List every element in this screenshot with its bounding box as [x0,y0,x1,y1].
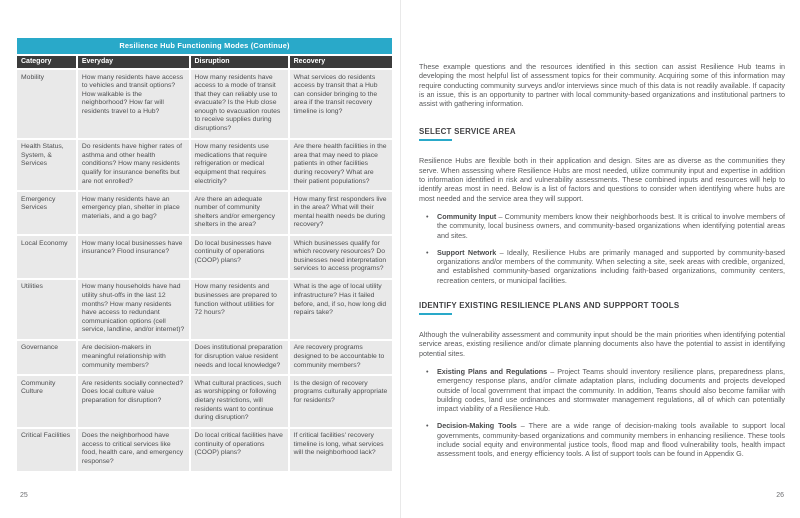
recovery-cell: How many first responders live in the area? What will their mental health needs be during recovery? [290,192,392,234]
category-cell: Health Status, System, & Services [17,140,76,190]
disruption-cell: Do local businesses have continuity of operations (COOP) plans? [191,236,288,278]
bullet-marker: • [426,247,429,257]
recovery-cell: Is the design of recovery programs culturally appropriate for residents? [290,376,392,426]
bullet-text: Existing Plans and Regulations – Project Teams should inventory resilience plans, preparedness plans, emergency response plans, and/or climate adaptation plans, including documents and projects developed outside of local government that impact the community. In addition, Teams should also become familiar with building codes, land use ordinances and stormwater management regulations, all of which can potentially impact viability of a Resilience Hub. [437,366,785,414]
bullet-item [426,421,785,458]
bullet-term: Community Input [437,211,497,221]
recovery-cell: What services do residents access by transit that a Hub can consider bringing to the area if the transit recovery timeline is long? [290,70,392,138]
disruption-cell: How many residents and businesses are prepared to function without utilities for 72 hours? [191,280,288,339]
bullet-term: Support Network [437,247,497,257]
everyday-cell: Are decision-makers in meaningful relationship with community members? [78,341,189,374]
bullet-text: Community Input – Community members know their neighborhoods best. It is critical to involve members of the community, local business owners, and community-based organizations when identifying potential areas and sites. [437,211,786,240]
recovery-cell: Are there health facilities in the area that may need to place patients in other facilities during recovery? What are their patient populations? [290,140,392,190]
heading-accent-rule [419,139,452,141]
category-cell: Mobility [17,70,76,138]
column-header-disruption: Disruption [191,56,288,69]
everyday-cell: Are residents socially connected? Does local culture value preparation for disruption? [78,376,189,426]
section-paragraph: Resilience Hubs are flexible both in their application and design. Sites are as diverse as the communities they serve. When assessing where Resilience Hubs are most needed, utilize community input and expertise in addition to information identified in risk and vulnerability assessments. These combined inputs and resources will help to identify areas most in need. Below is a list of factors and questions to consider when identifying where hubs are most needed and the service area they will support. [419,156,785,203]
page-number: 25 [20,492,28,499]
everyday-cell: Does the neighborhood have access to critical services like food, health care, and emergency response? [78,429,189,471]
category-cell: Utilities [17,280,76,339]
disruption-cell: Does institutional preparation for disruption value resident needs and local knowledge? [191,341,288,374]
bullet-item [426,212,785,240]
category-cell: Local Economy [17,236,76,278]
disruption-cell: How many residents use medications that require refrigeration or medical equipment that requires electricity? [191,140,288,190]
disruption-cell: Do local critical facilities have continuity of operations (COOP) plans? [191,429,288,471]
category-cell: Critical Facilities [17,429,76,471]
section-heading-select-service-area [419,127,785,141]
functioning-modes-table [17,38,392,471]
category-cell: Community Culture [17,376,76,426]
bullet-item [426,367,785,413]
disruption-cell: What cultural practices, such as worshipping or following dietary restrictions, will residents want to continue during disruption? [191,376,288,426]
page-right [400,0,800,518]
bullet-term: Decision-Making Tools [437,421,517,431]
everyday-cell: How many residents have access to vehicles and transit options? How walkable is the neighborhood? How far will residents travel to a Hub? [78,70,189,138]
disruption-cell: How many residents have access to a mode of transit that they can reliably use to evacuate? Is the Hub close enough to evacuation routes to receive supplies during disruptions? [191,70,288,138]
heading-text: IDENTIFY EXISTING RESILIENCE PLANS AND SUPPPORT TOOLS [419,301,680,311]
recovery-cell: Which businesses qualify for which recovery resources? Do businesses need interpretation services to access programs? [290,236,392,278]
bullet-term: Existing Plans and Regulations [437,366,548,376]
everyday-cell: How many residents have an emergency plan, shelter in place materials, and a go bag? [78,192,189,234]
table-title: Resilience Hub Functioning Modes (Continue) [17,38,392,54]
bullet-item [426,248,785,285]
category-cell: Governance [17,341,76,374]
heading-text: SELECT SERVICE AREA [419,127,516,137]
bullet-text: Decision-Making Tools – There are a wide range of decision-making tools available to support local governments, community-based organizations and community members in enhancing resilience. These tools include social equity and environmental justice tools, flood map and flood vulnerability tools, health impact assessment tools, and energy efficiency tools. A list of support tools can be found in Appendix G. [437,421,786,459]
recovery-cell: Are recovery programs designed to be accountable to community members? [290,341,392,374]
bullet-marker: • [426,421,429,431]
column-header-recovery: Recovery [290,56,392,69]
bullet-text: Support Network – Ideally, Resilience Hubs are primarily managed and supported by community-based organizations and/or members of the community. When selecting a site, seek areas with credible, organized, and established community-based organizations including faith-based organizations, community centers, recreation centers, or municipal facilities. [437,247,785,285]
everyday-cell: Do residents have higher rates of asthma and other health conditions? How many residents qualify for insurance benefits but are not enrolled? [78,140,189,190]
everyday-cell: How many households have had utility shut-offs in the last 12 months? How many residents have access to redundant communication options (cell service, landline, and/or internet)? [78,280,189,339]
recovery-cell: What is the age of local utility infrastructure? Has it failed before, and, if so, how long did repairs take? [290,280,392,339]
bullet-marker: • [426,211,429,221]
column-header-category: Category [17,56,76,69]
disruption-cell: Are there an adequate number of community shelters and/or emergency shelters in the area? [191,192,288,234]
recovery-cell: If critical facilities' recovery timeline is long, what services will the neighborhood lack? [290,429,392,471]
intro-paragraph: These example questions and the resources identified in this section can assist Resilience Hub teams in developing the most helpful list of assessment topics for their community. Acquiring some of this information may require conducting community surveys and/or interviews since much of this data is not readily available. If capacity is an issue, this is an opportunity to partner with local community-based organizations and institutional partners to assist with gathering information. [419,62,785,109]
category-cell: Emergency Services [17,192,76,234]
bullet-list [419,212,785,285]
section-heading-identify-plans [419,301,785,315]
bullet-marker: • [426,366,429,376]
everyday-cell: How many local businesses have insurance? Flood insurance? [78,236,189,278]
page-number: 26 [776,492,784,499]
bullet-list [419,367,785,459]
heading-accent-rule [419,313,452,315]
section-paragraph: Although the vulnerability assessment and community input should be the main priorities when identifying potential service areas, existing resilience and/or climate planning documents also have the potential to assist in identifying potential sites. [419,330,785,358]
column-header-everyday: Everyday [78,56,189,69]
